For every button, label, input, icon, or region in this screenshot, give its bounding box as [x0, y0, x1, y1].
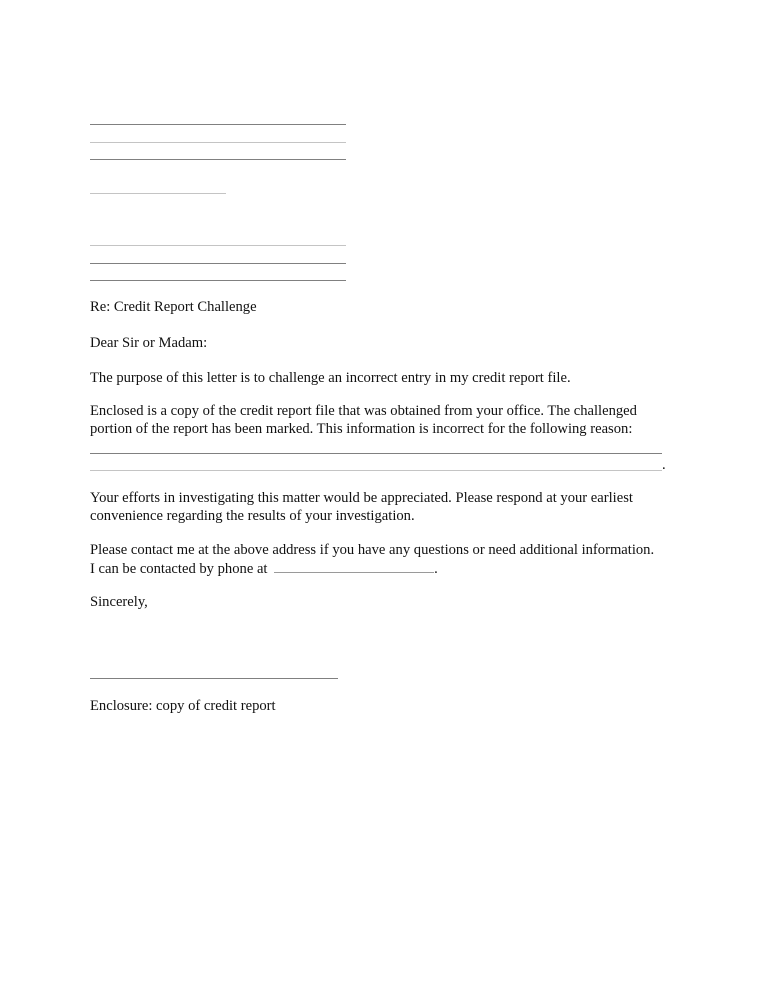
paragraph-purpose: The purpose of this letter is to challenge an incorrect entry in my credit report file.: [90, 370, 571, 386]
phone-suffix: .: [434, 561, 438, 577]
paragraph-contact-line-1: Please contact me at the above address if you have any questions or need additional information.: [90, 542, 655, 558]
reason-line-2[interactable]: [90, 470, 662, 471]
reason-line-1[interactable]: [90, 453, 662, 454]
paragraph-contact-line-2: [90, 559, 438, 578]
recipient-address-line-2[interactable]: [90, 263, 346, 264]
sender-address-line-1[interactable]: [90, 124, 346, 125]
enclosure-note: Enclosure: copy of credit report: [90, 698, 276, 714]
recipient-address-line-3[interactable]: [90, 280, 346, 281]
reason-end-period: .: [662, 457, 666, 473]
paragraph-enclosed-line-1: Enclosed is a copy of the credit report file that was obtained from your office. The challenged: [90, 403, 637, 419]
salutation: Dear Sir or Madam:: [90, 335, 208, 351]
subject-line: Re: Credit Report Challenge: [90, 299, 257, 315]
phone-prefix: I can be contacted by phone at: [90, 561, 268, 577]
phone-number-field[interactable]: [274, 559, 434, 573]
signature-line[interactable]: [90, 678, 338, 679]
paragraph-efforts-line-1: Your efforts in investigating this matter would be appreciated. Please respond at your earliest: [90, 490, 633, 506]
paragraph-enclosed-line-2: portion of the report has been marked. This information is incorrect for the following reason:: [90, 421, 633, 437]
sender-address-line-3[interactable]: [90, 159, 346, 160]
date-line[interactable]: [90, 193, 226, 194]
recipient-address-line-1[interactable]: [90, 245, 346, 246]
paragraph-efforts-line-2: convenience regarding the results of your investigation.: [90, 508, 415, 524]
sender-address-line-2[interactable]: [90, 142, 346, 143]
closing: Sincerely,: [90, 594, 148, 610]
